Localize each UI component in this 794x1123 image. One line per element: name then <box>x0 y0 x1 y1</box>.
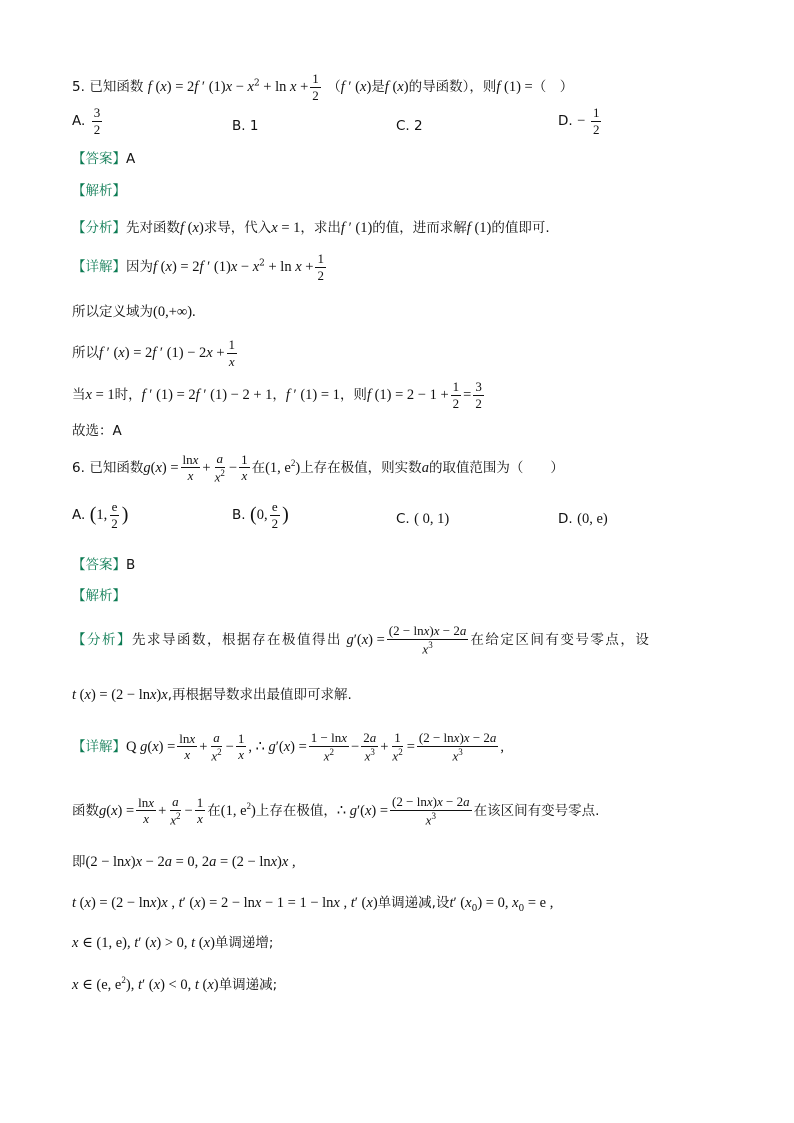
fraction: $\frac{1}{x}$ <box>196 794 204 827</box>
fraction: $\frac{1}{2}$ <box>592 105 600 137</box>
q6-line6: x ∈ (e, $e^2$), t′ (x) < 0, t (x)单调递减; <box>72 975 278 993</box>
answer-tag: 【答案】 <box>72 557 126 573</box>
q5-xiangjie: 【详解】因为f (x) = 2f ′ $(1)x - x^2 + \ln x$ + $\frac{1}{2}$ <box>72 251 324 283</box>
q5-domain: 所以定义域为(0,+∞). <box>72 304 196 320</box>
question-number: 6. <box>72 459 85 476</box>
q5-analysis-heading: 【解析】 <box>72 183 126 199</box>
option-a: A. (1, $\frac{e}{2}$ ) <box>72 499 129 531</box>
answer-value: A <box>126 151 136 167</box>
fraction: $\frac{a}{x^2}$ <box>170 794 181 827</box>
q6-xiangjie: 【详解】Q g(x) = $\frac{\ln x}{x}$ + $\frac{a}{x^2}$ − $\frac{1}{x}$ , ∴ g′(x) = $\frac{1 - \ln x}{x^2}$ − $\frac{2a}{x^3}$ + $\frac{1}{x^2}$ = $\frac{(2 - \ln x)x - 2a}{x^3}$ , <box>72 730 505 763</box>
option-b: B. (0, $\frac{e}{2}$ ) <box>232 499 289 531</box>
q5-evaluate: 当x = 1时，f ′ (1) = 2f ′ (1) − 2 + 1，f ′ (1) = 1，则f (1) = 2 − 1 + $\frac{1}{2}$ = $\frac{3}{2}$ <box>72 379 482 411</box>
option-a: A. $\frac{3}{2}$ <box>72 105 101 137</box>
fraction: $\frac{1}{2}$ <box>312 71 319 103</box>
q6-line4: t (x) = (2 − lnx)x , t′ (x) = 2 − lnx − 1 = 1 − lnx , t′ (x)单调递减,设t′ $(x_0) = 0$, $x_0 = e$ , <box>72 895 554 914</box>
fraction: $\frac{2a}{x^3}$ <box>363 730 377 763</box>
question-number: 5. <box>72 79 85 96</box>
q6-line2: 函数g(x) = $\frac{\ln x}{x}$ + $\frac{a}{x^2}$ − $\frac{1}{x}$ 在(1, $e^2$)上存在极值，∴ g′(x) = $\frac{(2 - \ln x)x - 2a}{x^3}$ 在该区间有变号零点. <box>72 794 600 827</box>
fraction: $\frac{1}{2}$ <box>452 379 460 411</box>
fraction: $\frac{(2 - \ln x)x - 2a}{x^3}$ <box>392 794 470 827</box>
fraction: $\frac{e}{2}$ <box>271 499 279 531</box>
option-d: D. (0, e) <box>558 511 608 527</box>
fraction: $\frac{\ln x}{x}$ <box>179 730 196 763</box>
fraction: $\frac{e}{2}$ <box>111 499 118 531</box>
q5-stem-text: 已知函数 <box>89 79 144 96</box>
fraction: $\frac{(2 - \ln x)x - 2a}{x^3}$ <box>418 730 497 763</box>
q6-stem: 6. 已知函数g(x) = $\frac{\ln x}{x}$ + $\frac{a}{x^2}$ − $\frac{1}{x}$ 在(1, $e^2$)上存在极值，则实数a的取值范围为（ ） <box>72 451 564 484</box>
q6-fenxi: 【分析】先求导函数，根据存在极值得出 g′(x) = $\frac{(2 - \ln x)x - 2a}{x^3}$ 在给定区间有变号零点，设 <box>72 623 651 656</box>
fraction: $\frac{1 - \ln x}{x^2}$ <box>310 730 348 763</box>
option-c: C. ( 0, 1) <box>396 511 450 527</box>
q6-analysis-heading: 【解析】 <box>72 588 126 604</box>
fraction: $\frac{\ln x}{x}$ <box>138 794 155 827</box>
fraction: $\frac{a}{x^2}$ <box>214 451 225 484</box>
q5-answer <box>72 152 135 167</box>
q6-answer <box>72 558 135 573</box>
fraction: $\frac{1}{x}$ <box>241 451 248 484</box>
answer-tag: 【答案】 <box>72 151 126 167</box>
fraction: $\frac{a}{x^2}$ <box>211 730 222 763</box>
option-c: C. 2 <box>396 118 423 134</box>
option-d: D. − $\frac{1}{2}$ <box>558 105 600 137</box>
option-b: B. 1 <box>232 118 259 134</box>
answer-value: B <box>126 557 136 573</box>
q6-line3: 即(2 − lnx)x − 2a = 0, 2a = (2 − lnx)x , <box>72 854 296 870</box>
fraction: $\frac{3}{2}$ <box>93 105 101 137</box>
fraction: $\frac{3}{2}$ <box>475 379 482 411</box>
fraction: $\frac{1}{x}$ <box>228 337 236 369</box>
fraction: $\frac{(2 - \ln x)x - 2a}{x^3}$ <box>388 623 467 656</box>
q5-fenxi: 【分析】先对函数f (x)求导，代入x = 1，求出f ′ (1)的值，进而求解f (1)的值即可. <box>72 220 550 236</box>
q6-fenxi-cont: t (x) = (2 − lnx)x,再根据导数求出最值即可求解. <box>72 687 352 703</box>
q5-choose: 故选：A <box>72 423 122 439</box>
q5-stem: 5. 已知函数 f (x) = 2f ′ $(1)x - x^2 + \ln x$ + $\frac{1}{2}$ （f ′ (x)是f (x)的导函数），则f (1) =（ ） <box>72 71 574 103</box>
q5-derivative: 所以f ′ (x) = 2f ′ (1) − 2x + $\frac{1}{x}$ <box>72 337 236 369</box>
fraction: $\frac{\ln x}{x}$ <box>182 451 199 484</box>
q6-line5: x ∈ (1, e), t′ (x) > 0, t (x)单调递增; <box>72 935 274 951</box>
fraction: $\frac{1}{x}$ <box>237 730 245 763</box>
fraction: $\frac{1}{2}$ <box>317 251 324 283</box>
fraction: $\frac{1}{x^2}$ <box>392 730 403 763</box>
